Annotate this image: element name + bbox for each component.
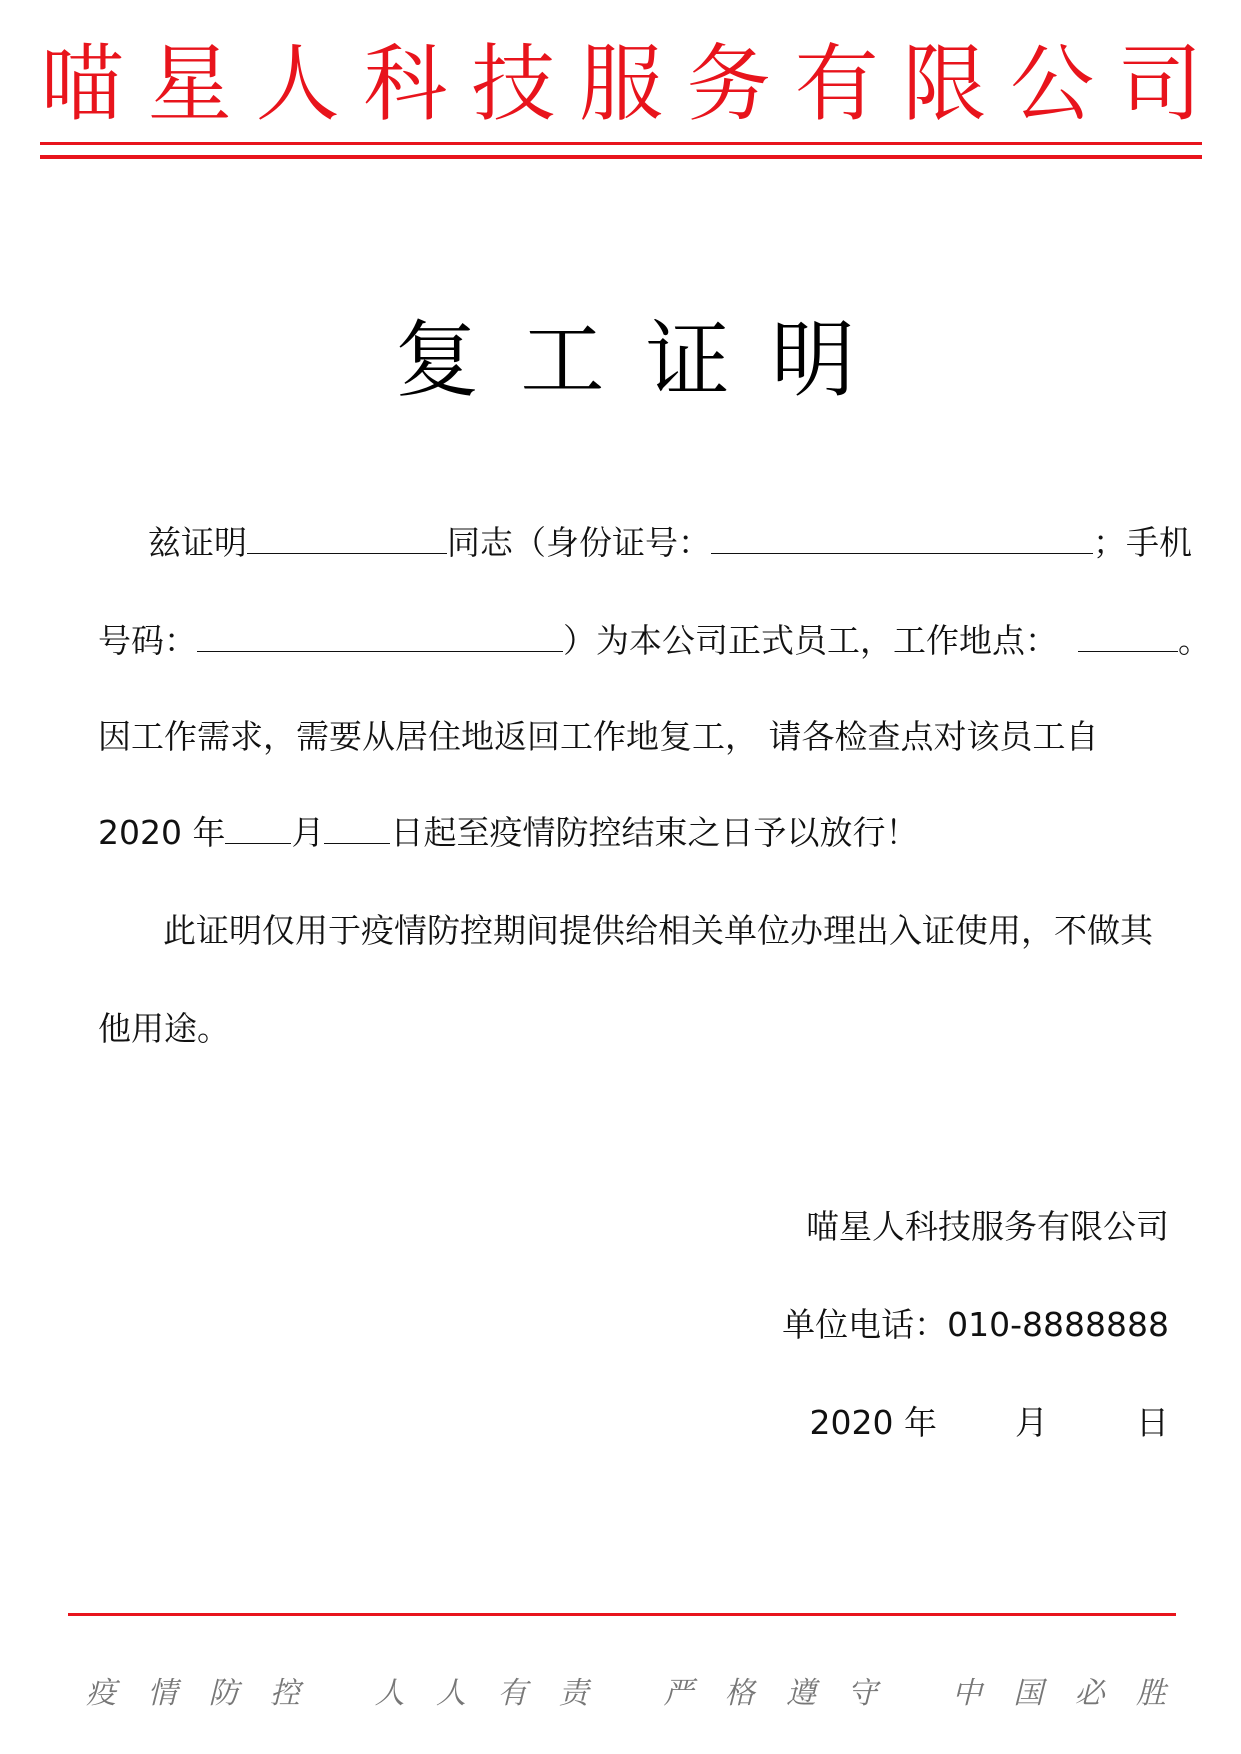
slogan-char: 格 xyxy=(724,1676,755,1711)
letterhead-company-name xyxy=(40,36,1202,132)
date-day: 日 xyxy=(1136,1403,1169,1442)
date-year: 2020 年 xyxy=(809,1403,937,1442)
footer-rule xyxy=(68,1613,1176,1616)
slogan-char: 守 xyxy=(847,1676,878,1711)
slogan-phrase xyxy=(86,1668,300,1712)
letterhead-char: 有 xyxy=(794,35,879,133)
work-location-blank xyxy=(1078,619,1178,652)
month-blank xyxy=(225,811,291,844)
day-blank xyxy=(324,811,390,844)
letterhead-char: 科 xyxy=(363,35,448,133)
letterhead-char: 喵 xyxy=(40,35,125,133)
slogan-phrase xyxy=(375,1668,589,1712)
letterhead-char: 星 xyxy=(147,35,232,133)
slogan-char: 控 xyxy=(269,1676,300,1711)
title-char: 证 xyxy=(645,311,730,409)
letterhead-rule-thick xyxy=(40,155,1202,159)
document-title xyxy=(395,310,855,410)
title-char: 工 xyxy=(520,311,605,409)
name-blank xyxy=(247,521,447,554)
body-line-4 xyxy=(98,810,918,856)
footer-slogan xyxy=(86,1664,1166,1716)
slogan-char: 情 xyxy=(147,1676,178,1711)
slogan-char: 责 xyxy=(558,1676,589,1711)
slogan-char: 严 xyxy=(663,1676,694,1711)
text-segment: ；手机 xyxy=(1093,523,1192,562)
text-segment: 号码： xyxy=(98,621,197,660)
text-segment: 2020 年 xyxy=(98,813,226,852)
text-segment: ）为本公司正式员工，工作地点： xyxy=(563,621,1058,660)
signature-phone: 单位电话：010-8888888 xyxy=(782,1305,1169,1344)
slogan-char: 胜 xyxy=(1135,1676,1166,1711)
phone-blank xyxy=(197,619,563,652)
body-line-6: 他用途。 xyxy=(98,1009,230,1048)
letterhead-char: 司 xyxy=(1117,35,1202,133)
letterhead-char: 人 xyxy=(255,35,340,133)
text-segment: 。 xyxy=(1178,621,1211,660)
slogan-char: 必 xyxy=(1074,1676,1105,1711)
letterhead-char: 技 xyxy=(471,35,556,133)
text-segment: 兹证明 xyxy=(148,523,247,562)
title-char: 明 xyxy=(770,311,855,409)
letterhead-char: 服 xyxy=(578,35,663,133)
body-line-3: 因工作需求，需要从居住地返回工作地复工， 请各检查点对该员工自 xyxy=(98,717,1099,756)
text-segment: 月 xyxy=(291,813,325,852)
slogan-phrase xyxy=(952,1668,1166,1712)
letterhead-rule-thin xyxy=(40,142,1202,145)
slogan-phrase xyxy=(663,1668,877,1712)
text-segment: 日起至疫情防控结束之日予以放行！ xyxy=(390,813,919,852)
slogan-char: 疫 xyxy=(86,1676,116,1711)
letterhead-char: 限 xyxy=(902,35,987,133)
body-line-2 xyxy=(98,618,1211,664)
slogan-char: 国 xyxy=(1013,1676,1044,1711)
signature-date xyxy=(810,1400,1169,1446)
letterhead-char: 务 xyxy=(686,35,771,133)
title-char: 复 xyxy=(395,311,480,409)
text-segment: 同志（身份证号： xyxy=(447,523,711,562)
body-line-5: 此证明仅用于疫情防控期间提供给相关单位办理出入证使用，不做其 xyxy=(163,911,1153,950)
id-number-blank xyxy=(711,521,1093,554)
slogan-char: 人 xyxy=(374,1676,405,1711)
slogan-char: 有 xyxy=(497,1676,528,1711)
letterhead-char: 公 xyxy=(1010,35,1095,133)
slogan-char: 中 xyxy=(951,1676,982,1711)
signature-company: 喵星人科技服务有限公司 xyxy=(806,1207,1169,1246)
slogan-char: 遵 xyxy=(785,1676,816,1711)
slogan-char: 人 xyxy=(435,1676,466,1711)
slogan-char: 防 xyxy=(208,1676,239,1711)
date-month: 月 xyxy=(1015,1403,1048,1442)
body-line-1 xyxy=(148,520,1192,566)
